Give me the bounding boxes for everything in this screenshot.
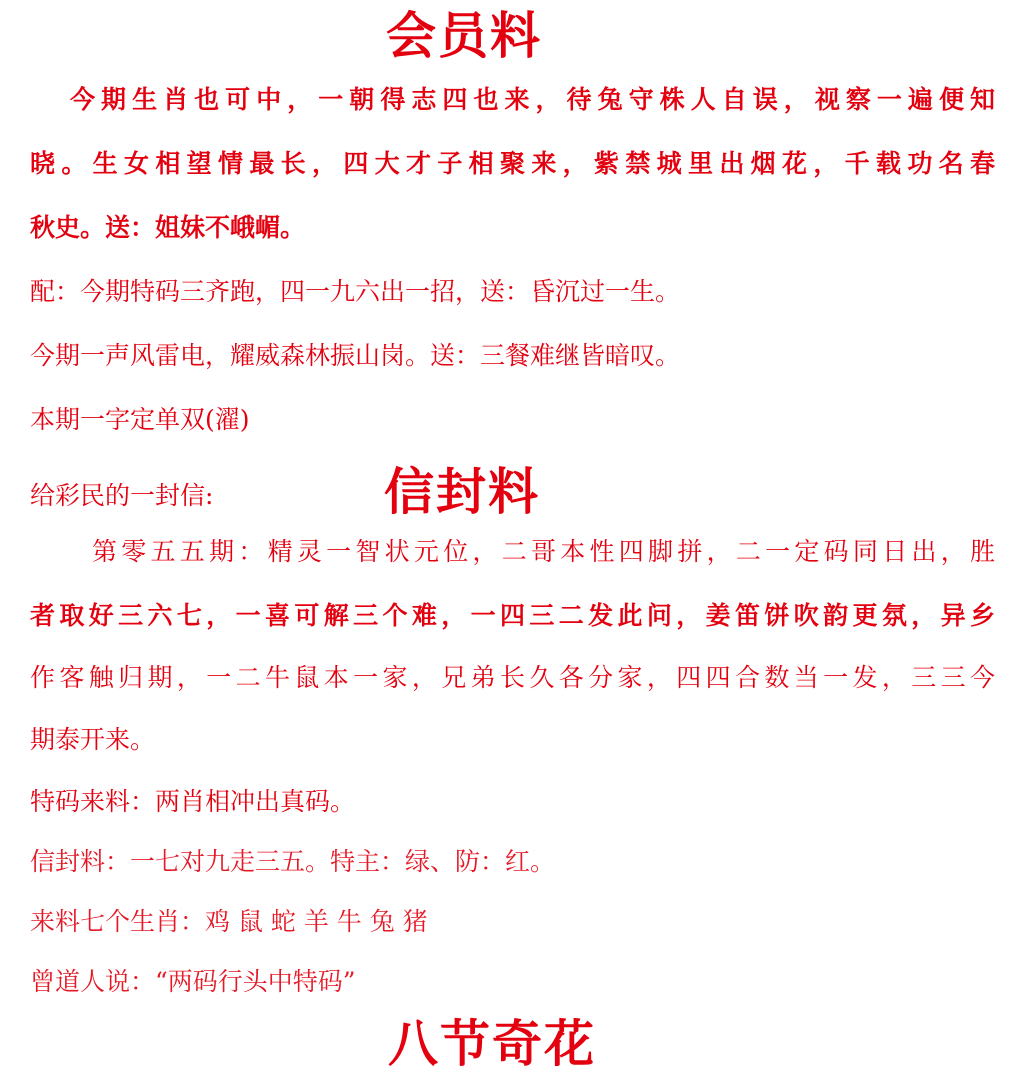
envelope-body-line-2: 者取好三六七，一喜可解三个难，一四三二发此问，姜笛饼吹韵更氛，异乡 [30,601,995,630]
letter-label: 给彩民的一封信: [30,481,214,510]
poem-line-1: 今期生肖也可中，一朝得志四也来，待兔守株人自误，视察一遍便知 [70,85,995,114]
envelope-code-line: 信封料：一七对九走三五。特主：绿、防：红。 [30,847,556,876]
title-member: 会员料 [386,6,542,65]
thunder-line: 今期一声风雷电，耀威森林振山岗。送：三餐难继皆暗叹。 [30,341,681,370]
seven-zodiacs-line: 来料七个生肖：鸡 鼠 蛇 羊 牛 兔 猪 [30,907,428,936]
special-code-line: 特码来料：两肖相冲出真码。 [30,787,356,816]
envelope-body-line-4: 期泰开来。 [30,725,156,754]
odd-even-line: 本期一字定单双(濯) [30,405,250,434]
title-envelope: 信封料 [384,462,540,521]
envelope-body-line-3: 作客触归期，一二牛鼠本一家，兄弟长久各分家，四四合数当一发，三三今 [30,663,995,692]
poem-line-3: 秋史。送：姐妹不峨嵋。 [30,213,306,242]
taoist-line: 曾道人说：“两码行头中特码” [30,967,356,996]
envelope-body-line-1: 第零五五期：精灵一智状元位，二哥本性四脚拼，二一定码同日出，胜 [92,537,995,566]
title-eight-flowers: 八节奇花 [388,1014,596,1073]
poem-line-2: 晓。生女相望情最长，四大才子相聚来，紫禁城里出烟花，千载功名春 [30,149,995,178]
pei-line: 配：今期特码三齐跑，四一九六出一招，送：昏沉过一生。 [30,277,681,306]
